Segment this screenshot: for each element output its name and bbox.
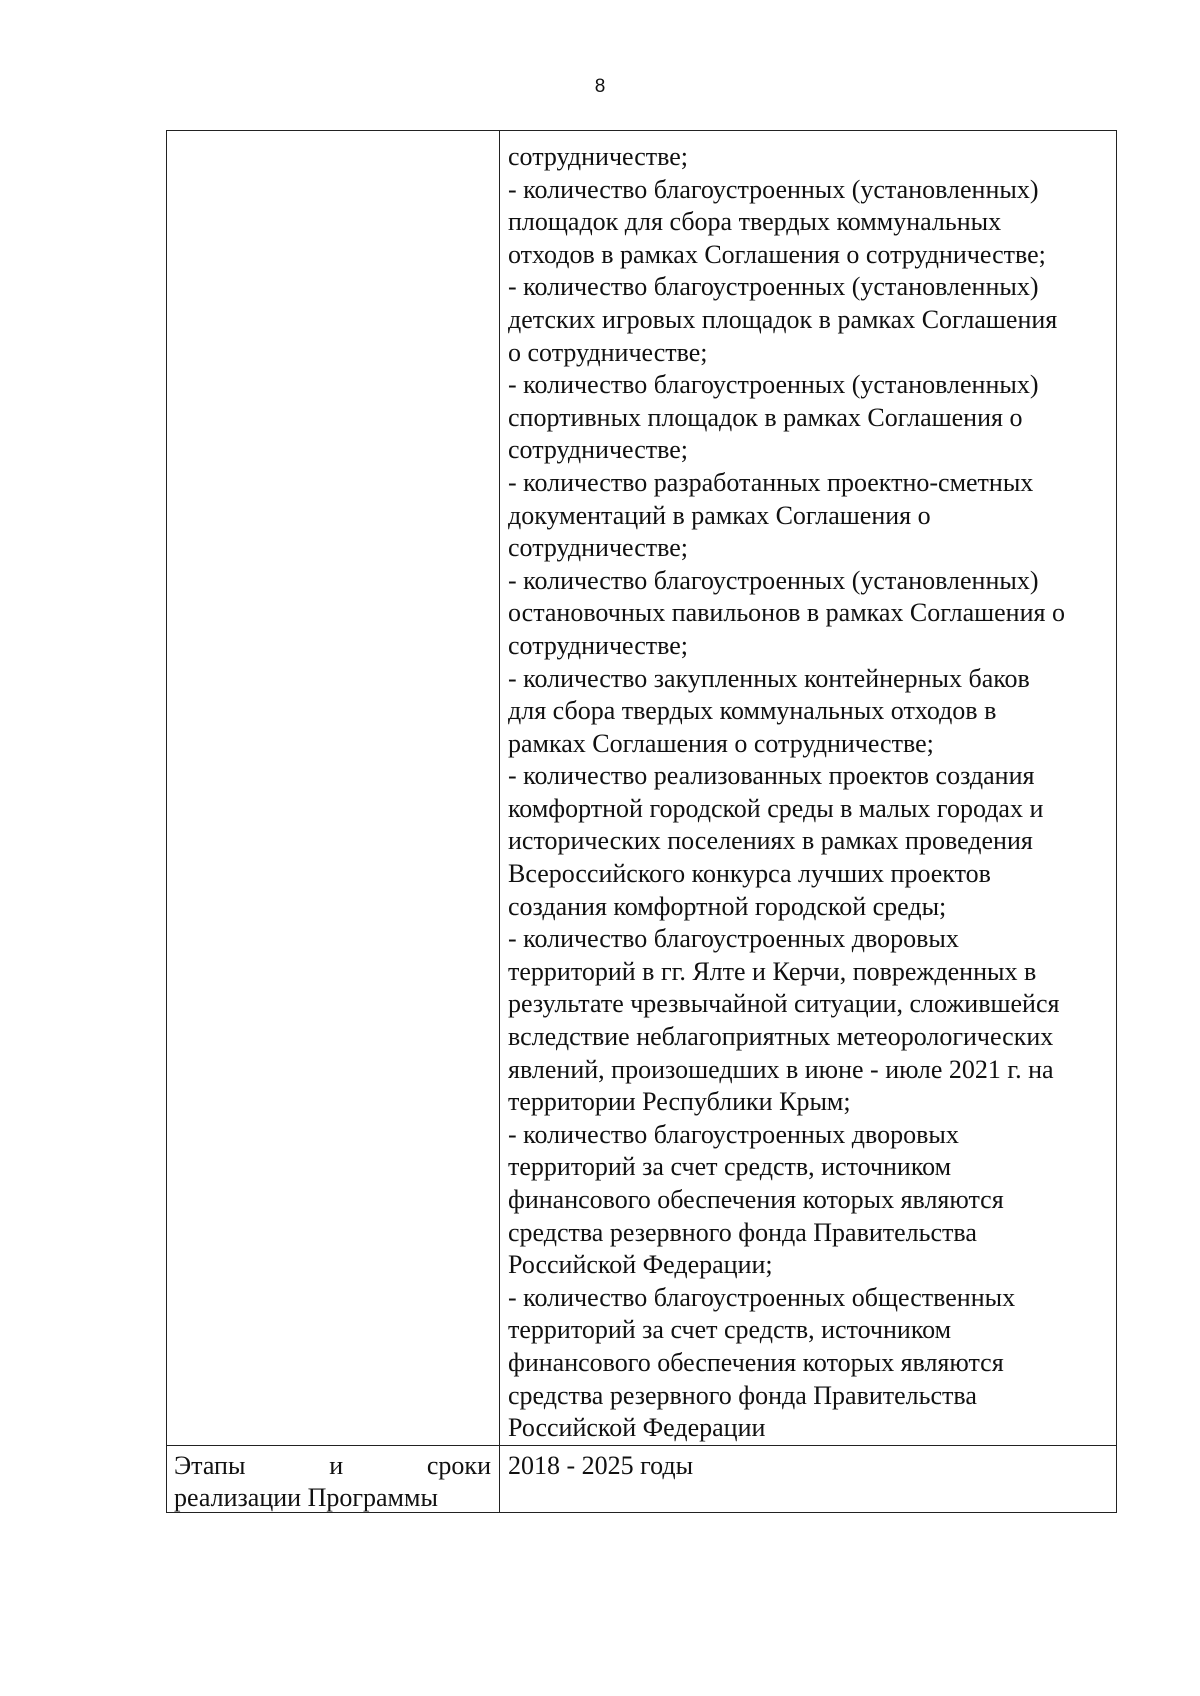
indicator-text-line: рамках Соглашения о сотрудничестве; bbox=[508, 728, 934, 758]
indicator-text-line: - количество благоустроенных (установленных) bbox=[508, 370, 1039, 400]
stages-label-cell bbox=[167, 1445, 500, 1512]
table-row bbox=[167, 1445, 1117, 1512]
indicators-list bbox=[500, 131, 1116, 1445]
indicator-text-line: - количество благоустроенных (установленных) bbox=[508, 565, 1039, 595]
table-row bbox=[167, 131, 1117, 1446]
stages-value: 2018 - 2025 годы bbox=[508, 1450, 694, 1480]
indicator-text-line: Российской Федерации; bbox=[508, 1250, 773, 1280]
indicator-text-line: о сотрудничестве; bbox=[508, 337, 708, 367]
indicator-text-line: сотрудничестве; bbox=[508, 630, 689, 660]
indicator-text-line: вследствие неблагоприятных метеорологических bbox=[508, 1022, 1054, 1052]
indicators-value-cell bbox=[500, 131, 1117, 1446]
indicator-text-line: детских игровых площадок в рамках Соглашения bbox=[508, 304, 1058, 334]
indicator-text-line: отходов в рамках Соглашения о сотрудничестве; bbox=[508, 239, 1046, 269]
indicator-text-line: создания комфортной городской среды; bbox=[508, 891, 947, 921]
indicators-label bbox=[167, 131, 499, 197]
indicator-text-line: площадок для сбора твердых коммунальных bbox=[508, 207, 1002, 237]
indicator-text-line: финансового обеспечения которых являются bbox=[508, 1347, 1004, 1377]
stages-label-word: Этапы bbox=[174, 1450, 246, 1480]
stages-label bbox=[167, 1446, 499, 1512]
indicator-text-line: документаций в рамках Соглашения о bbox=[508, 500, 931, 530]
indicator-text-line: территорий за счет средств, источником bbox=[508, 1152, 952, 1182]
indicator-text-line: - количество благоустроенных дворовых bbox=[508, 1119, 959, 1149]
indicator-text-line: явлений, произошедших в июне - июле 2021 г. на bbox=[508, 1054, 1054, 1084]
indicator-text-line: средства резервного фонда Правительства bbox=[508, 1380, 977, 1410]
indicator-text-line: сотрудничестве; bbox=[508, 435, 689, 465]
indicator-text-line: - количество разработанных проектно-сметных bbox=[508, 467, 1034, 497]
indicator-text-line: - количество закупленных контейнерных баков bbox=[508, 663, 1030, 693]
indicator-text-line: территорий в гг. Ялте и Керчи, поврежденных в bbox=[508, 956, 1037, 986]
indicator-text-line: - количество благоустроенных (установленных) bbox=[508, 174, 1039, 204]
stages-label-word: и bbox=[329, 1450, 344, 1480]
indicator-text-line: спортивных площадок в рамках Соглашения о bbox=[508, 402, 1023, 432]
indicator-text-line: сотрудничестве; bbox=[508, 533, 689, 563]
indicator-text-line: сотрудничестве; bbox=[508, 142, 689, 171]
page-number: 8 bbox=[594, 76, 606, 97]
program-passport-table bbox=[166, 130, 1117, 1513]
indicator-text-line: Всероссийского конкурса лучших проектов bbox=[508, 859, 991, 889]
stages-value-cell bbox=[500, 1445, 1117, 1512]
indicator-text-line: исторических поселениях в рамках проведения bbox=[508, 826, 1033, 856]
indicator-text-line: остановочных павильонов в рамках Соглашения о bbox=[508, 598, 1065, 628]
indicator-text-line: комфортной городской среды в малых городах и bbox=[508, 793, 1044, 823]
indicator-text-line: финансового обеспечения которых являются bbox=[508, 1185, 1004, 1214]
indicator-text-line: для сбора твердых коммунальных отходов в bbox=[508, 696, 997, 726]
stages-label-line-2: реализации Программы bbox=[174, 1483, 438, 1513]
indicator-text-line: территории Республики Крым; bbox=[508, 1087, 851, 1117]
indicator-text-line: средства резервного фонда Правительства bbox=[508, 1217, 977, 1247]
stages-label-word: сроки bbox=[426, 1450, 491, 1480]
indicator-text-line: - количество благоустроенных (установленных) bbox=[508, 272, 1039, 302]
indicator-text-line: - количество благоустроенных общественных bbox=[508, 1282, 1016, 1312]
stages-label-line-1 bbox=[174, 1450, 491, 1483]
indicator-text-line: Российской Федерации bbox=[508, 1413, 766, 1443]
indicator-text-line: - количество благоустроенных дворовых bbox=[508, 924, 959, 954]
indicators-label-cell bbox=[167, 131, 500, 1446]
indicator-text-line: территорий за счет средств, источником bbox=[508, 1315, 952, 1345]
indicator-text-line: результате чрезвычайной ситуации, сложившейся bbox=[508, 989, 1060, 1019]
indicator-text-line: - количество реализованных проектов создания bbox=[508, 761, 1035, 791]
